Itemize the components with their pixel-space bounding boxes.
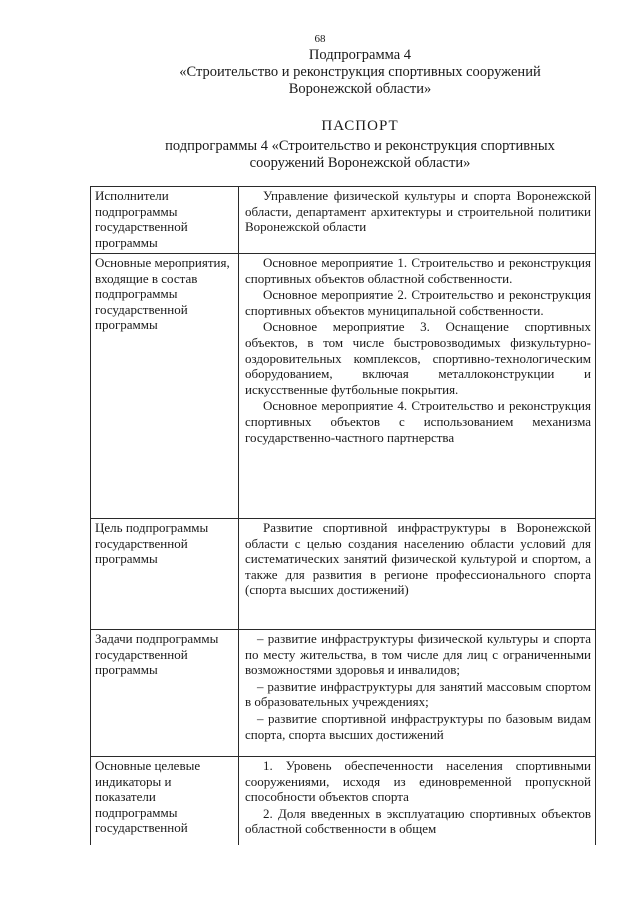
row-paragraph: Основное мероприятие 2. Строительство и реконструкция спортивных объектов муниципальной собственности.: [245, 287, 591, 318]
row-paragraph: – развитие спортивной инфраструктуры по базовым видам спорта, спорта высших достижений: [245, 710, 591, 742]
row-label: Исполнители подпрограммы государственной программы: [91, 187, 239, 254]
subprogram-heading: [60, 47, 640, 98]
passport-title: ПАСПОРТ: [321, 118, 399, 134]
table-row-goal: [91, 519, 596, 630]
table-row-executors: [91, 187, 596, 254]
row-label: Цель подпрограммы государственной программы: [91, 519, 239, 630]
table-row-indicators: [91, 757, 596, 846]
row-paragraph: Основное мероприятие 1. Строительство и реконструкция спортивных объектов областной собственности.: [245, 255, 591, 286]
subprogram-heading-line-3: Воронежской области»: [288, 81, 432, 97]
page-number: 68: [314, 33, 326, 45]
row-paragraph: – развитие инфраструктуры физической культуры и спорта по месту жительства, в том числе для лиц с ограниченными возможностями здоровья и инвалидов;: [245, 631, 591, 678]
row-label: Задачи подпрограммы государственной программы: [91, 630, 239, 757]
row-content: [239, 254, 596, 519]
row-paragraph: Управление физической культуры и спорта Воронежской области, департамент архитектуры и строительной политики Воронежской области: [245, 188, 591, 235]
row-paragraph: Основное мероприятие 3. Оснащение спортивных объектов, в том числе быстровозводимых физкультурно-оздоровительных комплексов, спортивно-технологическим оборудованием, включая металлоконструкции и искусственные футбольные покрытия.: [245, 319, 591, 397]
subprogram-heading-line-2: «Строительство и реконструкция спортивных сооружений: [179, 64, 541, 80]
row-paragraph: 1. Уровень обеспеченности населения спортивными сооружениями, исходя из единовременной пропускной способности объектов спорта: [245, 758, 591, 805]
passport-subtitle-line-1: подпрограммы 4 «Строительство и реконструкция спортивных: [165, 138, 555, 154]
row-paragraph: Развитие спортивной инфраструктуры в Воронежской области с целью создания населению области условий для систематических занятий физической культурой и спортом, а также для развития в регионе профессионального спорта (спорта высших достижений): [245, 520, 591, 598]
passport-subtitle: [60, 138, 640, 172]
row-content: [239, 630, 596, 757]
row-paragraph: – развитие инфраструктуры для занятий массовым спортом в образовательных учреждениях;: [245, 678, 591, 710]
row-content: [239, 757, 596, 846]
row-content: [239, 519, 596, 630]
subprogram-heading-line-1: Подпрограмма 4: [308, 47, 412, 63]
row-content: [239, 187, 596, 254]
table-row-main-activities: [91, 254, 596, 519]
passport-table: [90, 186, 596, 845]
row-paragraph: 2. Доля введенных в эксплуатацию спортивных объектов областной собственности в общем: [245, 805, 591, 837]
row-label: Основные мероприятия, входящие в состав подпрограммы государственной программы: [91, 254, 239, 519]
row-label: Основные целевые индикаторы и показатели подпрограммы государственной: [91, 757, 239, 846]
table-row-tasks: [91, 630, 596, 757]
passport-subtitle-line-2: сооружений Воронежской области»: [249, 155, 471, 171]
row-paragraph: Основное мероприятие 4. Строительство и реконструкция спортивных объектов с использованием механизма государственно-частного партнерства: [245, 398, 591, 445]
